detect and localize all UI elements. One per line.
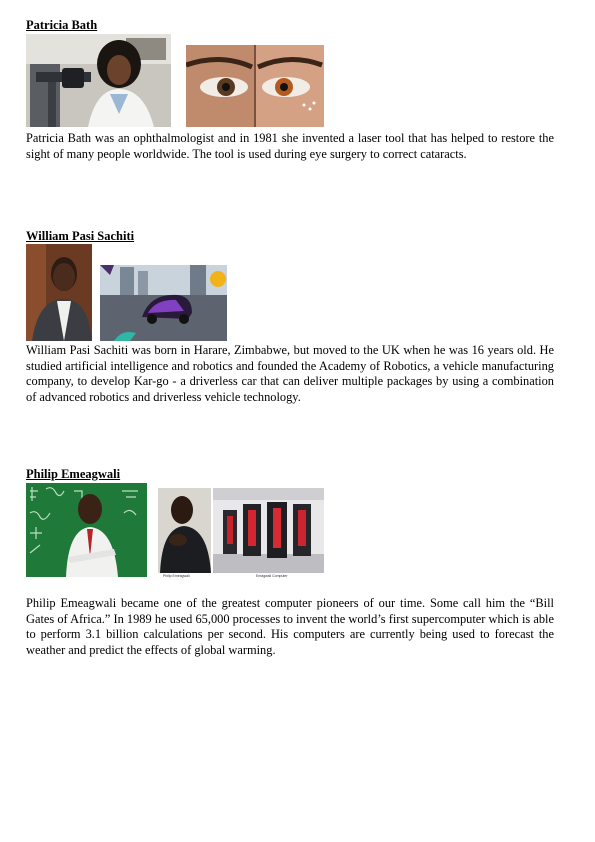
section-heading-philip-emeagwali: Philip Emeagwali: [26, 467, 121, 481]
philip-emeagwali-chalkboard-photo: [26, 483, 147, 577]
philip-emeagwali-portrait-photo: [158, 488, 211, 573]
image-caption-philip-emeagwali: Philip Emeagwali: [163, 574, 190, 578]
patricia-bath-portrait-photo: [26, 34, 171, 127]
section-heading-patricia-bath: Patricia Bath: [26, 18, 98, 32]
eyes-closeup-photo: [186, 45, 324, 127]
supercomputer-photo: [213, 488, 324, 573]
section-paragraph-william-pasi-sachiti: William Pasi Sachiti was born in Harare, Zimbabwe, but moved to the UK when he was 16 years old. He studied artificial intelligence and robotics and founded the Academy of Robotics, a vehicle manufacturing company, to develop Kar-go - a driverless car that can deliver multiple packages by using a combination of advanced robotics and driverless vehicle technology.: [26, 343, 554, 404]
section-paragraph-philip-emeagwali: Philip Emeagwali became one of the greatest computer pioneers of our time. Some call him the “Bill Gates of Africa.” In 1989 he used 65,000 processes to invent the world’s first supercomputer which is able to perform 3.1 billion calculations per second. His computers are currently being used to forecast the weather and predict the effects of global warming.: [26, 596, 554, 657]
section-heading-william-pasi-sachiti: William Pasi Sachiti: [26, 229, 135, 243]
section-paragraph-patricia-bath: Patricia Bath was an ophthalmologist and in 1981 she invented a laser tool that has helped to restore the sight of many people worldwide. The tool is used during eye surgery to correct cataracts.: [26, 131, 554, 161]
image-caption-emagwali-computer: Emagwali Computer: [256, 574, 288, 578]
kar-go-driverless-car-photo: [100, 265, 227, 341]
william-pasi-sachiti-portrait-photo: [26, 244, 92, 341]
